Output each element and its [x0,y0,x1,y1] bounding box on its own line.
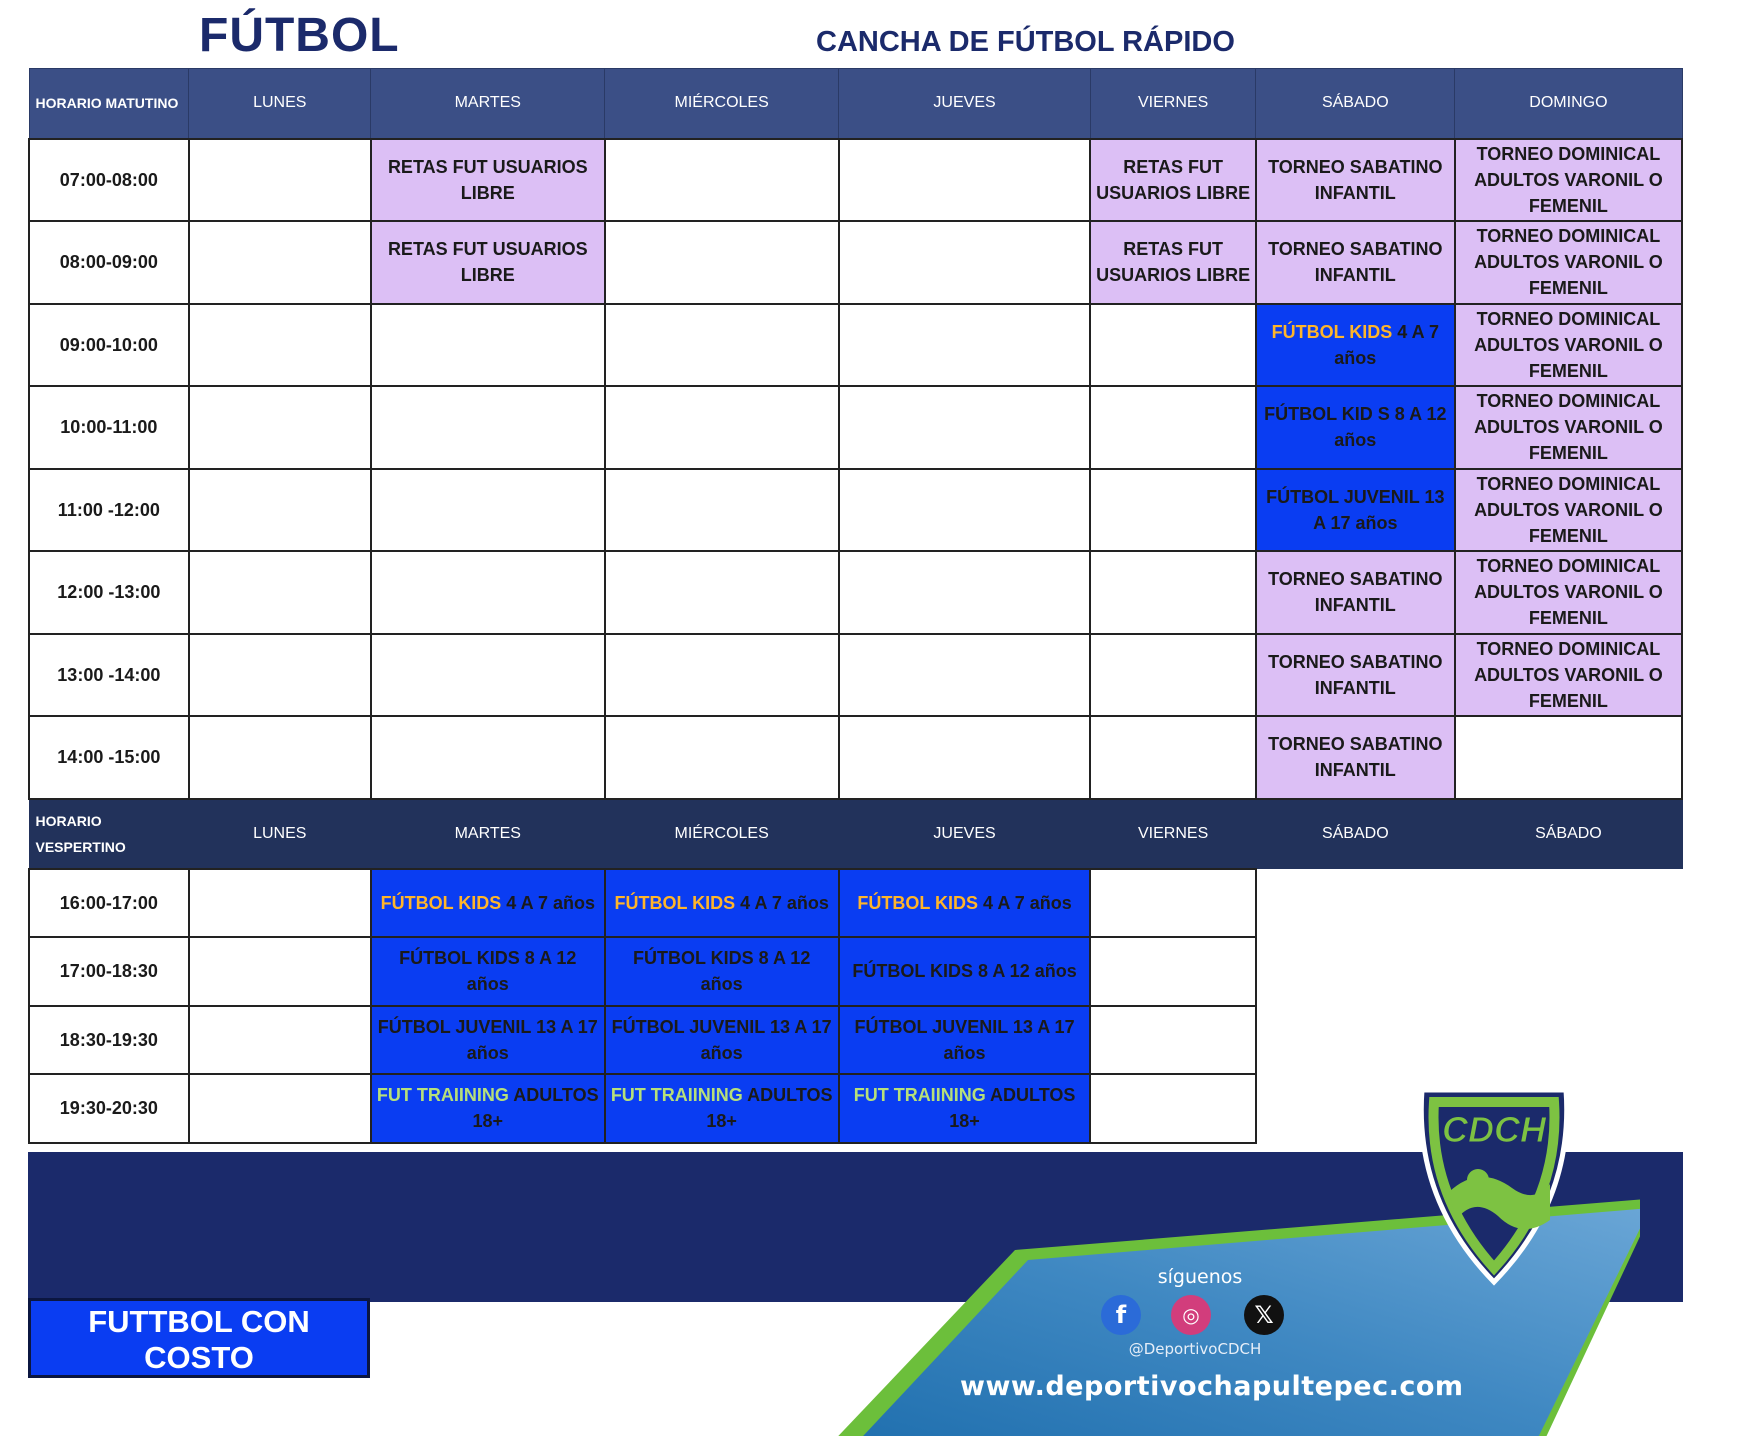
schedule-cell [605,716,839,799]
table-row [29,937,1682,1006]
schedule-cell [839,634,1091,717]
schedule-cell: RETAS FUT USUARIOS LIBRE [1090,139,1255,222]
schedule-cell [1455,716,1682,799]
day-header: LUNES [189,69,371,139]
program-detail: 4 A 7 años [983,892,1072,913]
schedule-cell: TORNEO DOMINICAL ADULTOS VARONIL O FEMENIL [1455,469,1682,552]
schedule-cell [1256,304,1455,387]
program-detail: ADULTOS 18+ [472,1085,599,1132]
time-slot: 09:00-10:00 [29,304,189,387]
schedule-cell [1090,386,1255,469]
morning-label: HORARIO MATUTINO [29,69,189,139]
program-detail: 4 A 7 años [1334,321,1439,368]
logo-text: CDCH [1442,1109,1546,1150]
schedule-cell [189,869,371,938]
table-row [29,634,1682,717]
day-header: VIERNES [1090,69,1255,139]
schedule-cell [1090,469,1255,552]
schedule-cell: TORNEO SABATINO INFANTIL [1256,139,1455,222]
table-row [29,551,1682,634]
schedule-cell: FÚTBOL KIDS 8 A 12 años [605,937,839,1006]
schedule-cell: TORNEO DOMINICAL ADULTOS VARONIL O FEMENIL [1455,386,1682,469]
schedule-cell [839,469,1091,552]
schedule-cell [371,1074,605,1143]
schedule-cell [371,869,605,938]
schedule-cell [605,634,839,717]
empty-cell [1455,1006,1682,1075]
time-slot: 07:00-08:00 [29,139,189,222]
schedule-cell [605,304,839,387]
program-detail: ADULTOS 18+ [949,1085,1076,1132]
empty-cell [1256,1006,1455,1075]
schedule-cell [605,139,839,222]
time-slot: 19:30-20:30 [29,1074,189,1143]
table-row [29,1006,1682,1075]
schedule-cell [189,937,371,1006]
empty-cell [1455,869,1682,938]
schedule-cell [189,221,371,304]
day-header: VIERNES [1090,799,1255,869]
time-slot: 14:00 -15:00 [29,716,189,799]
table-row [29,716,1682,799]
morning-header-row [29,69,1682,139]
table-row [29,221,1682,304]
program-detail: 4 A 7 años [740,892,829,913]
schedule-cell [839,304,1091,387]
schedule-cell [189,304,371,387]
schedule-cell [839,551,1091,634]
page-subtitle: CANCHA DE FÚTBOL RÁPIDO [816,26,1235,58]
day-header: DOMINGO [1455,69,1682,139]
follow-label: síguenos [1157,1266,1243,1288]
table-row [29,139,1682,222]
schedule-cell [839,716,1091,799]
schedule-cell: RETAS FUT USUARIOS LIBRE [371,139,605,222]
schedule-cell [605,221,839,304]
time-slot: 16:00-17:00 [29,869,189,938]
table-row [29,386,1682,469]
time-slot: 08:00-09:00 [29,221,189,304]
schedule-cell [1090,551,1255,634]
schedule-cell: TORNEO DOMINICAL ADULTOS VARONIL O FEMENIL [1455,304,1682,387]
day-header: JUEVES [839,799,1091,869]
schedule-cell: FÚTBOL KID S 8 A 12 años [1256,386,1455,469]
table-row [29,304,1682,387]
day-header: SÁBADO [1256,799,1455,869]
time-slot: 10:00-11:00 [29,386,189,469]
program-highlight: FUT TRAIINING [376,1085,509,1106]
schedule-cell: TORNEO SABATINO INFANTIL [1256,551,1455,634]
schedule-cell: TORNEO DOMINICAL ADULTOS VARONIL O FEMENIL [1455,221,1682,304]
schedule-cell [189,1006,371,1075]
schedule-cell: TORNEO SABATINO INFANTIL [1256,634,1455,717]
empty-cell [1256,937,1455,1006]
program-highlight: FÚTBOL KIDS [614,892,736,913]
empty-cell [1256,869,1455,938]
schedule-cell [371,716,605,799]
schedule-cell [605,386,839,469]
time-slot: 18:30-19:30 [29,1006,189,1075]
day-header: JUEVES [839,69,1091,139]
schedule-cell: FÚTBOL JUVENIL 13 A 17 años [371,1006,605,1075]
schedule-cell: RETAS FUT USUARIOS LIBRE [371,221,605,304]
day-header: LUNES [189,799,371,869]
program-highlight: FÚTBOL KIDS [1271,321,1393,342]
schedule-cell: RETAS FUT USUARIOS LIBRE [1090,221,1255,304]
instagram-icon[interactable]: ◎ [1171,1295,1211,1335]
time-slot: 12:00 -13:00 [29,551,189,634]
schedule-cell: TORNEO SABATINO INFANTIL [1256,221,1455,304]
schedule-cell [839,221,1091,304]
program-highlight: FUT TRAIINING [610,1085,743,1106]
schedule-cell [371,551,605,634]
schedule-cell [189,386,371,469]
program-highlight: FÚTBOL KIDS [857,892,979,913]
schedule-cell [189,716,371,799]
schedule-cell [605,869,839,938]
schedule-cell [1090,634,1255,717]
schedule-cell [839,386,1091,469]
time-slot: 17:00-18:30 [29,937,189,1006]
schedule-table [28,68,1683,1144]
schedule-cell: FÚTBOL KIDS 8 A 12 años [371,937,605,1006]
website-link[interactable]: www.deportivochapultepec.com [960,1371,1464,1402]
schedule-cell [371,304,605,387]
facebook-icon[interactable]: f [1101,1295,1141,1335]
program-detail: 4 A 7 años [506,892,595,913]
schedule-cell [371,634,605,717]
schedule-cell [189,634,371,717]
schedule-cell: TORNEO DOMINICAL ADULTOS VARONIL O FEMENIL [1455,139,1682,222]
day-header: SÁBADO [1256,69,1455,139]
schedule-cell [189,1074,371,1143]
day-header: MARTES [371,799,605,869]
page-title: FÚTBOL [199,9,400,62]
table-row [29,869,1682,938]
x-icon[interactable]: 𝕏 [1244,1295,1284,1335]
table-row [29,469,1682,552]
afternoon-label: HORARIO VESPERTINO [29,799,189,869]
schedule-cell [1090,937,1255,1006]
schedule-cell [371,386,605,469]
schedule-cell [605,551,839,634]
schedule-cell: FÚTBOL JUVENIL 13 A 17 años [605,1006,839,1075]
program-highlight: FÚTBOL KIDS [380,892,502,913]
schedule-cell: FÚTBOL KIDS 8 A 12 años [839,937,1091,1006]
schedule-cell [189,469,371,552]
logo-swimmer-head [1467,1169,1489,1191]
schedule-cell: TORNEO DOMINICAL ADULTOS VARONIL O FEMENIL [1455,551,1682,634]
price-line-2: TRIMESTRAL $1,365 [47,1376,351,1411]
schedule-cell [189,551,371,634]
price-line-1: FUTTBOL CON COSTO [88,1304,310,1375]
program-highlight: FUT TRAIINING [853,1085,986,1106]
time-slot: 11:00 -12:00 [29,469,189,552]
schedule-cell [1090,869,1255,938]
day-header: MARTES [371,69,605,139]
afternoon-header-row [29,799,1682,869]
schedule-cell [1090,1006,1255,1075]
schedule-cell [189,139,371,222]
day-header: MIÉRCOLES [605,799,839,869]
cdch-logo [1404,1080,1584,1290]
schedule-cell: TORNEO DOMINICAL ADULTOS VARONIL O FEMENIL [1455,634,1682,717]
schedule-cell [1090,716,1255,799]
social-handle: @DeportivoCDCH [1128,1340,1262,1358]
price-box [28,1298,370,1411]
schedule-cell: FÚTBOL JUVENIL 13 A 17 años [1256,469,1455,552]
schedule-cell [839,139,1091,222]
empty-cell [1455,937,1682,1006]
day-header: MIÉRCOLES [605,69,839,139]
schedule-cell: FÚTBOL JUVENIL 13 A 17 años [839,1006,1091,1075]
schedule-cell [1090,304,1255,387]
schedule-cell [371,469,605,552]
program-detail: ADULTOS 18+ [706,1085,833,1132]
schedule-cell [605,469,839,552]
time-slot: 13:00 -14:00 [29,634,189,717]
schedule-cell [839,869,1091,938]
schedule-cell: TORNEO SABATINO INFANTIL [1256,716,1455,799]
day-header: SÁBADO [1455,799,1682,869]
schedule-cell [605,1074,839,1143]
